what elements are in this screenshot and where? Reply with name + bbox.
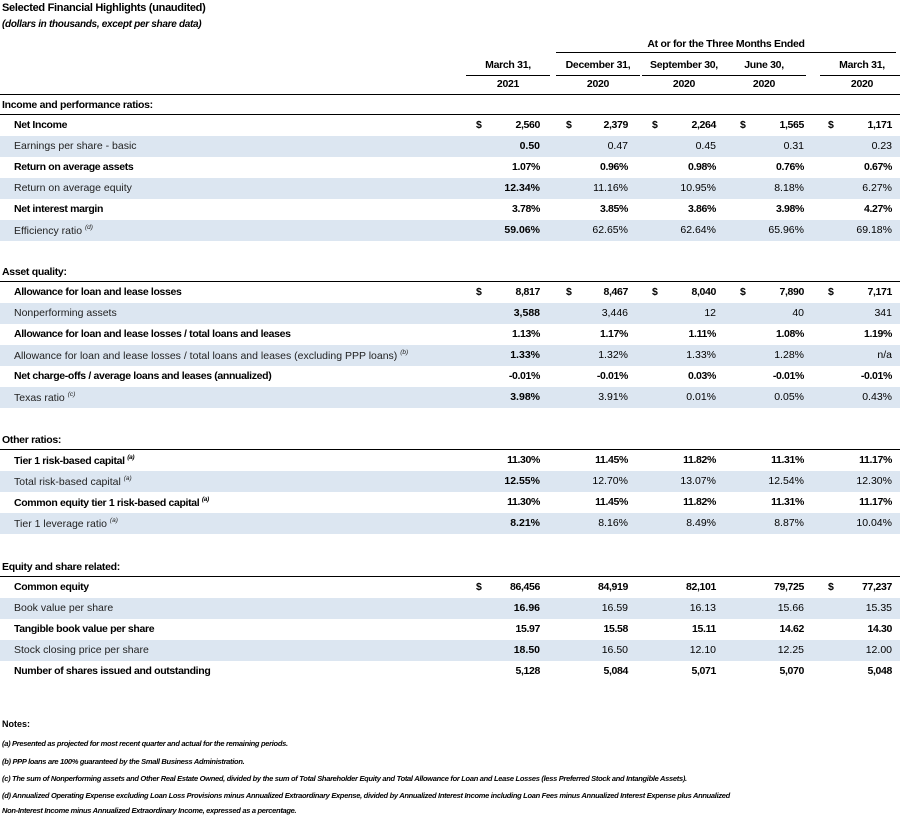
- table-cell: 3.86%: [687, 203, 716, 215]
- row-label: [14, 203, 103, 215]
- footnote-marker: (a): [127, 454, 135, 461]
- row-label: [14, 119, 67, 131]
- table-cell: 1.32%: [598, 349, 628, 361]
- table-cell: 15.58: [603, 623, 628, 635]
- dollar-sign: $: [476, 119, 482, 131]
- dollar-sign: $: [566, 119, 572, 131]
- table-cell: 0.96%: [599, 161, 628, 173]
- table-cell: 12: [704, 307, 716, 319]
- section-title: Other ratios:: [2, 434, 62, 446]
- row-label: [14, 349, 408, 362]
- column-header-line1: March 31,: [485, 59, 531, 71]
- column-header-line2: 2020: [642, 75, 726, 92]
- table-cell: 11.31%: [771, 454, 804, 466]
- row-label-text: Allowance for loan and lease losses / total loans and leases (excluding PPP loans): [14, 350, 398, 362]
- table-cell: -0.01%: [508, 370, 540, 382]
- table-cell: 4.27%: [863, 203, 892, 215]
- table-cell: 3.85%: [599, 203, 628, 215]
- dollar-sign: $: [828, 581, 834, 593]
- row-label: [14, 623, 154, 635]
- table-cell: 5,128: [515, 665, 540, 677]
- table-cell: 8,817: [515, 286, 540, 298]
- note-line: (d) Annualized Operating Expense excluding Loan Loss Provisions minus Annualized Extraordinary Expense, divided by Annualized Interest Income including Loan Fees minus Annualized Interest Expense plus Annualized: [2, 791, 730, 800]
- table-cell: -0.01%: [772, 370, 804, 382]
- table-cell: 11.45%: [595, 454, 628, 466]
- footnote-marker: (a): [123, 475, 132, 482]
- table-row: [0, 450, 900, 471]
- table-cell: 0.50: [519, 140, 540, 152]
- row-label-text: Tangible book value per share: [14, 623, 155, 635]
- row-label-text: Total risk-based capital: [14, 476, 121, 488]
- row-label: [14, 475, 132, 488]
- row-label: [14, 286, 181, 298]
- table-cell: 2,560: [515, 119, 540, 131]
- table-cell: 11.17%: [859, 496, 892, 508]
- table-cell: 14.30: [867, 623, 892, 635]
- table-cell: 0.31: [783, 140, 804, 152]
- row-label-text: Return on average equity: [14, 182, 132, 194]
- table-cell: 59.06%: [504, 224, 540, 236]
- column-header-line2: 2020: [556, 75, 640, 92]
- row-label: [14, 224, 93, 237]
- table-cell: 1.33%: [686, 349, 716, 361]
- table-cell: 11.31%: [771, 496, 804, 508]
- table-cell: 62.65%: [592, 224, 628, 236]
- table-row: [0, 577, 900, 598]
- table-row: [0, 303, 900, 324]
- row-label: [14, 140, 137, 152]
- table-cell: 8.18%: [774, 182, 804, 194]
- note-line: Non-Interest Income minus Annualized Extraordinary Income, expressed as a percentage.: [2, 806, 297, 815]
- column-header: [642, 57, 726, 92]
- table-cell: 5,048: [867, 665, 892, 677]
- column-header: [466, 57, 550, 92]
- table-cell: 1.13%: [511, 328, 540, 340]
- table-cell: 3,588: [513, 307, 540, 319]
- row-label: [14, 602, 113, 614]
- notes-title: Notes:: [2, 719, 31, 729]
- table-cell: 14.62: [779, 623, 804, 635]
- table-cell: 15.66: [777, 602, 804, 614]
- table-cell: 1.17%: [599, 328, 628, 340]
- table-cell: 1.11%: [688, 328, 716, 340]
- table-row: [0, 282, 900, 303]
- footnote-marker: (a): [201, 496, 209, 503]
- table-cell: 86,456: [509, 581, 540, 593]
- table-row: [0, 157, 900, 178]
- table-cell: 12.10: [689, 644, 716, 656]
- table-cell: 0.67%: [863, 161, 892, 173]
- table-row: [0, 471, 900, 492]
- row-label-text: Tier 1 leverage ratio: [14, 518, 107, 530]
- row-label-text: Allowance for loan and lease losses / total loans and leases: [14, 328, 291, 340]
- column-header-line1: March 31,: [839, 59, 885, 71]
- table-cell: 0.47: [607, 140, 628, 152]
- table-row: [0, 115, 900, 136]
- row-label: [14, 182, 132, 194]
- table-cell: 12.00: [865, 644, 892, 656]
- table-cell: 1,565: [779, 119, 804, 131]
- table-cell: 16.50: [601, 644, 628, 656]
- period-super-header: At or for the Three Months Ended: [647, 38, 805, 50]
- table-cell: 0.98%: [687, 161, 716, 173]
- table-cell: 12.25: [777, 644, 804, 656]
- dollar-sign: $: [828, 119, 834, 131]
- table-cell: 62.64%: [680, 224, 716, 236]
- table-cell: 0.03%: [687, 370, 716, 382]
- table-cell: 7,890: [779, 286, 804, 298]
- table-cell: 0.05%: [774, 391, 804, 403]
- table-cell: 0.45: [695, 140, 716, 152]
- table-cell: 8.21%: [510, 517, 540, 529]
- table-cell: 11.82%: [683, 496, 716, 508]
- table-cell: 12.30%: [856, 475, 892, 487]
- table-cell: 12.70%: [592, 475, 628, 487]
- column-header: [722, 57, 806, 92]
- dollar-sign: $: [740, 119, 746, 131]
- table-cell: 2,264: [691, 119, 716, 131]
- table-cell: 15.11: [692, 623, 716, 635]
- table-cell: 3,446: [601, 307, 628, 319]
- row-label-text: Common equity tier 1 risk-based capital: [14, 497, 200, 509]
- table-cell: 84,919: [597, 581, 628, 593]
- table-cell: 69.18%: [856, 224, 892, 236]
- dollar-sign: $: [652, 286, 658, 298]
- table-cell: 12.55%: [504, 475, 540, 487]
- table-cell: n/a: [877, 349, 892, 361]
- table-cell: 3.98%: [510, 391, 540, 403]
- table-cell: 1.08%: [775, 328, 804, 340]
- table-cell: 8.49%: [686, 517, 716, 529]
- table-row: [0, 220, 900, 241]
- footnote-marker: (d): [85, 224, 93, 231]
- table-cell: 82,101: [685, 581, 716, 593]
- row-label-text: Return on average assets: [14, 161, 134, 173]
- table-cell: -0.01%: [860, 370, 892, 382]
- table-row: [0, 136, 900, 157]
- dollar-sign: $: [566, 286, 572, 298]
- row-label: [14, 665, 210, 677]
- note-line: (b) PPP loans are 100% guaranteed by the Small Business Administration.: [2, 757, 245, 766]
- table-cell: 15.35: [865, 602, 892, 614]
- row-label-text: Stock closing price per share: [14, 644, 149, 656]
- table-cell: 16.96: [513, 602, 540, 614]
- column-header: [556, 57, 640, 92]
- table-row: [0, 619, 900, 640]
- row-label-text: Net interest margin: [14, 203, 104, 215]
- table-cell: 5,070: [779, 665, 804, 677]
- row-label: [14, 644, 149, 656]
- dollar-sign: $: [476, 581, 482, 593]
- table-cell: 12.34%: [504, 182, 540, 194]
- note-line: (a) Presented as projected for most recent quarter and actual for the remaining periods.: [2, 739, 288, 748]
- table-cell: 1.07%: [511, 161, 540, 173]
- row-label: [14, 328, 291, 340]
- table-cell: 0.23: [871, 140, 892, 152]
- table-cell: 5,084: [603, 665, 628, 677]
- table-cell: 8,467: [603, 286, 628, 298]
- row-label: [14, 370, 271, 382]
- table-cell: 79,725: [773, 581, 804, 593]
- dollar-sign: $: [828, 286, 834, 298]
- column-header-line2: 2020: [820, 75, 900, 92]
- row-label: [14, 517, 118, 530]
- table-cell: 11.17%: [859, 454, 892, 466]
- page-subtitle: (dollars in thousands, except per share data): [2, 19, 202, 30]
- table-cell: 11.16%: [593, 182, 628, 194]
- table-cell: 6.27%: [862, 182, 892, 194]
- table-cell: 77,237: [861, 581, 892, 593]
- table-row: [0, 513, 900, 534]
- footnote-marker: (b): [400, 349, 409, 356]
- note-line: (c) The sum of Nonperforming assets and Other Real Estate Owned, divided by the sum of Total Shareholder Equity and Total Allowance for Loan and Lease Losses (less Preferred Stock and Intangible Assets).: [2, 774, 687, 783]
- row-label-text: Common equity: [14, 581, 89, 593]
- row-label: [14, 391, 75, 404]
- dollar-sign: $: [652, 119, 658, 131]
- table-row: [0, 324, 900, 345]
- row-label-text: Net charge-offs / average loans and leases (annualized): [14, 370, 272, 382]
- dollar-sign: $: [740, 286, 746, 298]
- row-label-text: Net Income: [14, 119, 68, 131]
- table-cell: 11.45%: [595, 496, 628, 508]
- row-label-text: Allowance for loan and lease losses: [14, 286, 182, 298]
- table-row: [0, 199, 900, 220]
- table-row: [0, 366, 900, 387]
- table-cell: 12.54%: [768, 475, 804, 487]
- footnote-marker: (c): [67, 391, 76, 398]
- column-header-line2: 2020: [722, 75, 806, 92]
- table-cell: 2,379: [603, 119, 628, 131]
- column-header: [820, 57, 900, 92]
- table-cell: 0.01%: [686, 391, 716, 403]
- row-label-text: Number of shares issued and outstanding: [14, 665, 211, 677]
- table-cell: 5,071: [691, 665, 716, 677]
- table-cell: 18.50: [513, 644, 540, 656]
- table-cell: 65.96%: [768, 224, 804, 236]
- table-cell: 3.78%: [511, 203, 540, 215]
- table-cell: 10.04%: [856, 517, 892, 529]
- table-cell: 3.98%: [775, 203, 804, 215]
- table-cell: 16.59: [601, 602, 628, 614]
- table-cell: 11.82%: [683, 454, 716, 466]
- table-cell: 10.95%: [680, 182, 716, 194]
- row-label-text: Nonperforming assets: [14, 307, 117, 319]
- table-cell: 11.30%: [507, 454, 540, 466]
- table-row: [0, 661, 900, 682]
- row-label-text: Texas ratio: [14, 392, 65, 404]
- row-label: [14, 581, 89, 593]
- column-header-line1: June 30,: [744, 59, 784, 71]
- section-title: Equity and share related:: [2, 561, 120, 573]
- table-cell: 3.91%: [598, 391, 628, 403]
- row-label-text: Tier 1 risk-based capital: [14, 455, 125, 467]
- table-cell: 40: [792, 307, 804, 319]
- row-label-text: Efficiency ratio: [14, 225, 83, 237]
- column-header-line1: September 30,: [650, 59, 718, 71]
- table-cell: 1.33%: [510, 349, 540, 361]
- table-cell: 8.87%: [774, 517, 804, 529]
- table-cell: 341: [874, 307, 892, 319]
- row-label-text: Earnings per share - basic: [14, 140, 137, 152]
- dollar-sign: $: [476, 286, 482, 298]
- table-row: [0, 598, 900, 619]
- column-header-line1: December 31,: [565, 59, 631, 71]
- row-label: [14, 454, 134, 467]
- table-cell: 8,040: [691, 286, 716, 298]
- table-cell: 13.07%: [680, 475, 716, 487]
- table-cell: 1.19%: [863, 328, 892, 340]
- table-row: [0, 178, 900, 199]
- footnote-marker: (a): [109, 517, 118, 524]
- section-title: Asset quality:: [2, 266, 67, 278]
- table-cell: 15.97: [515, 623, 540, 635]
- page-title: Selected Financial Highlights (unaudited): [2, 2, 206, 14]
- super-header-rule: [556, 52, 896, 53]
- table-row: [0, 492, 900, 513]
- section-title: Income and performance ratios:: [2, 99, 153, 111]
- table-cell: 1.28%: [774, 349, 804, 361]
- table-row: [0, 387, 900, 408]
- table-cell: -0.01%: [596, 370, 628, 382]
- table-row: [0, 345, 900, 366]
- table-cell: 11.30%: [507, 496, 540, 508]
- table-cell: 8.16%: [598, 517, 628, 529]
- row-label: [14, 307, 117, 319]
- table-cell: 7,171: [867, 286, 892, 298]
- table-cell: 1,171: [867, 119, 892, 131]
- row-label-text: Book value per share: [14, 602, 114, 614]
- table-cell: 0.43%: [862, 391, 892, 403]
- table-cell: 0.76%: [775, 161, 804, 173]
- table-cell: 16.13: [689, 602, 716, 614]
- row-label: [14, 161, 133, 173]
- column-header-line2: 2021: [466, 75, 550, 92]
- table-row: [0, 640, 900, 661]
- header-bottom-rule: [0, 94, 900, 95]
- row-label: [14, 496, 209, 509]
